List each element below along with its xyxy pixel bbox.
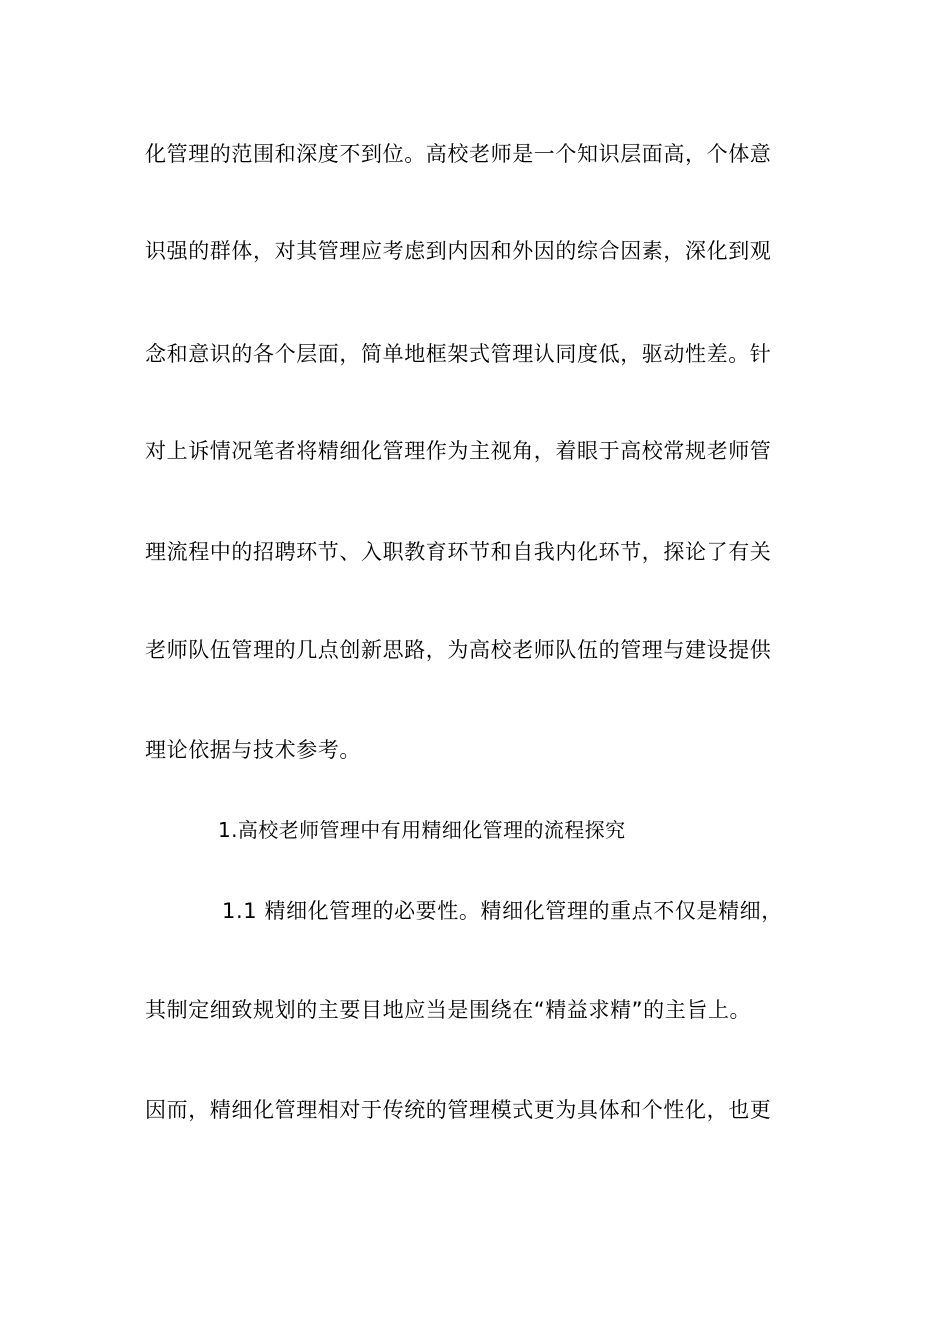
section-heading: 1.高校老师管理中有用精细化管理的流程探究 [218,818,626,842]
paragraph-line: 理论依据与技术参考。 [145,738,361,762]
paragraph-line: 其制定细致规划的主要目地应当是围绕在“精益求精”的主旨上。 [145,998,752,1022]
subsection-line: 1.1 精细化管理的必要性。精细化管理的重点不仅是精细， [222,899,783,923]
paragraph-line: 化管理的范围和深度不到位。高校老师是一个知识层面高，个体意 [145,142,772,166]
paragraph-line: 念和意识的各个层面，简单地框架式管理认同度低，驱动性差。针 [145,342,772,366]
paragraph-line: 识强的群体，对其管理应考虑到内因和外因的综合因素，深化到观 [145,239,772,263]
paragraph-line: 理流程中的招聘环节、入职教育环节和自我内化环节，探论了有关 [145,540,772,564]
paragraph-line: 因而，精细化管理相对于传统的管理模式更为具体和个性化，也更 [145,1098,772,1122]
paragraph-line: 老师队伍管理的几点创新思路，为高校老师队伍的管理与建设提供 [145,638,772,662]
paragraph-line: 对上诉情况笔者将精细化管理作为主视角，着眼于高校常规老师管 [145,439,772,463]
